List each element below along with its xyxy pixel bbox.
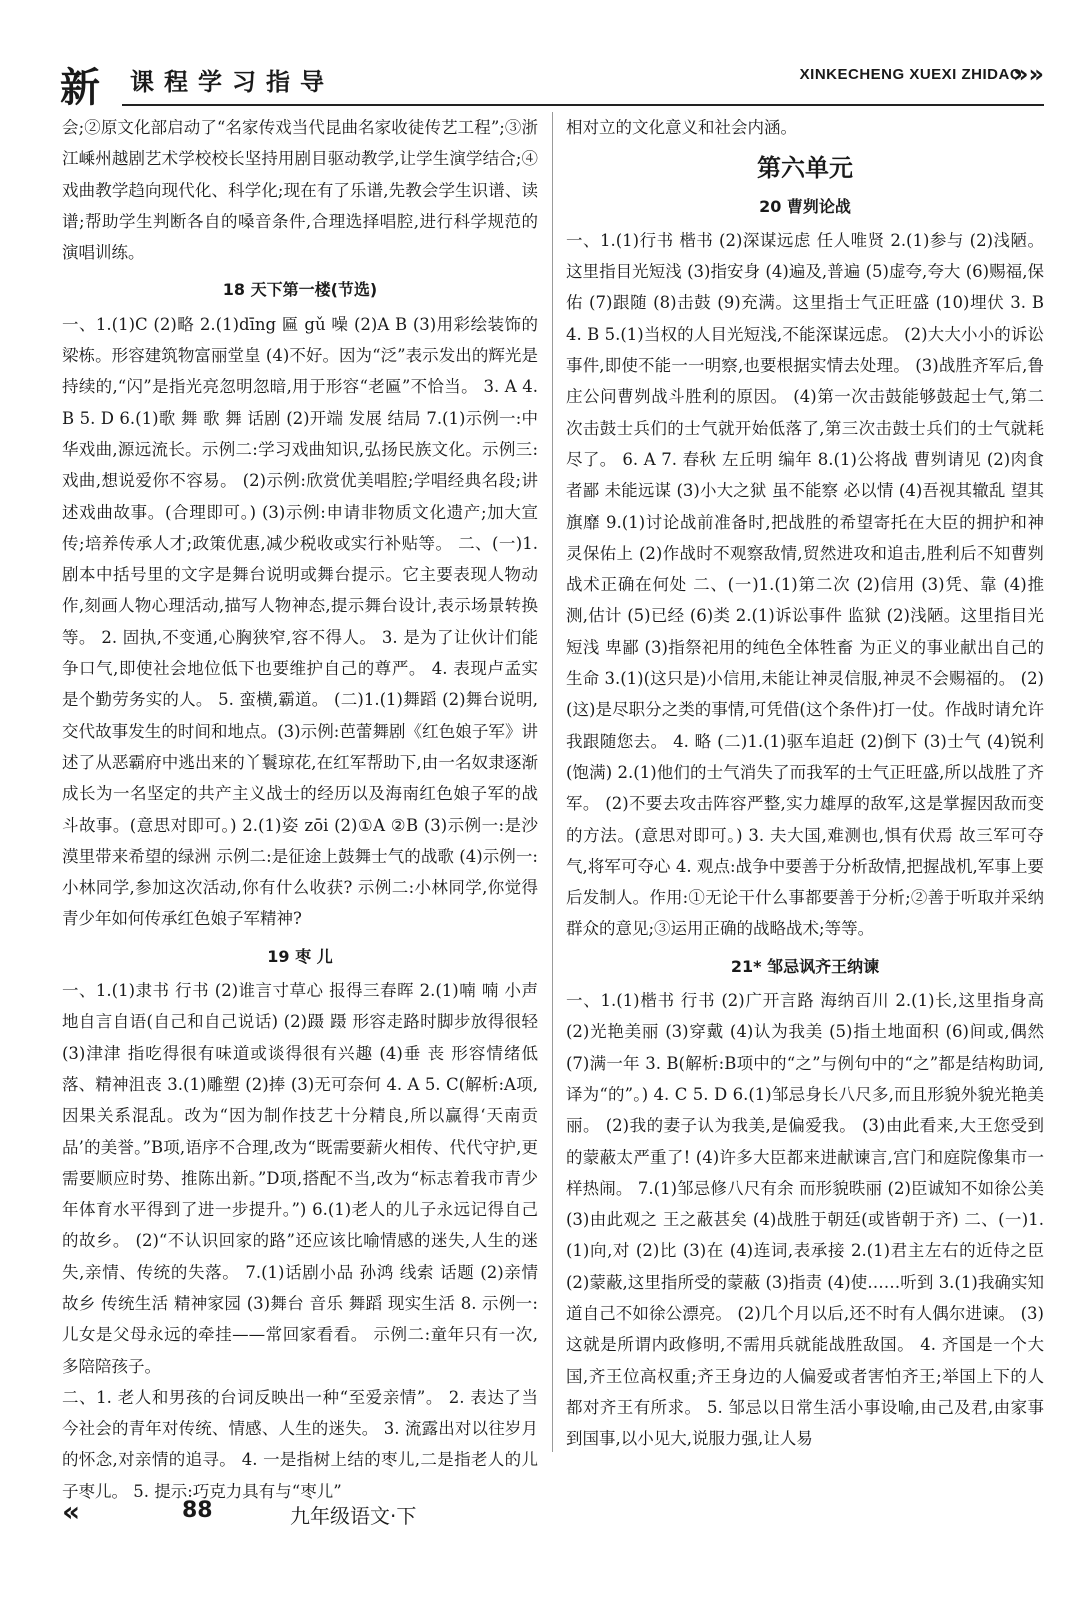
- page-header: [52, 42, 1044, 111]
- book-grade: 九年级语文·下: [290, 1504, 417, 1528]
- answer-paragraph: 一、1.(1)楷书 行书 (2)广开言路 海纳百川 2.(1)长,这里指身高 (2)光艳美丽 (3)穿戴 (4)认为我美 (5)指土地面积 (6)间或,偶然 (7)满一年 3. B(解析:B项中的“之”与例句中的“之”都是结构助词,译为“的”。) 4. C 5. D 6.(1)邹忌身长八尺多,而且形貌外貌光艳美丽。 (2)我的妻子认为我美,是偏爱我。 (3)由此看来,大王您受到的蒙蔽太严重了! (4)许多大臣都来进献谏言,宫门和庭院像集市一样热闹。 7.(1)邹忌修八尺有余 而形貌昳丽 (2)臣诚知不如徐公美 (3)由此观之 王之蔽甚矣 (4)战胜于朝廷(或皆朝于齐) 二、(一)1.(1)向,对 (2)比 (3)在 (4)连词,表承接 2.(1)君主左右的近侍之臣 (2)蒙蔽,这里指所受的蒙蔽 (3)指责 (4)使……听到 3.(1)我确实知道自己不如徐公漂亮。 (2)几个月以后,还不时有人偶尔进谏。 (3)这就是所谓内政修明,不需用兵就能战胜敌国。 4. 齐国是一个大国,齐王位高权重;齐王身边的人偏爱或者害怕齐王;举国上下的人都对齐王有所求。 5. 邹忌以日常生活小事设喻,由己及君,由家事到国事,以小见大,说服力强,让人易: [566, 991, 1044, 1449]
- page-number: 88: [182, 1498, 213, 1523]
- lesson-title: 18 天下第一楼(节选): [222, 280, 378, 300]
- answer-paragraph: 一、1.(1)行书 楷书 (2)深谋远虑 任人唯贤 2.(1)参与 (2)浅陋。这里指目光短浅 (3)指安身 (4)遍及,普遍 (5)虚夸,夸大 (6)赐福,保佑 (7)跟随 (8)击鼓 (9)充满。这里指士气正旺盛 (10)埋伏 3. B 4. B 5.(1)当权的人目光短浅,不能深谋远虑。 (2)大大小小的诉讼事件,即使不能一一明察,也要根据实情去处理。 (3)战胜齐军后,鲁庄公问曹刿战斗胜利的原因。 (4)第一次击鼓能够鼓起士气,第二次击鼓士兵们的士气就开始低落了,第三次击鼓士兵们的士气就耗尽了。 6. A 7. 春秋 左丘明 编年 8.(1)公将战 曹刿请见 (2)肉食者鄙 未能远谋 (3)小大之狱 虽不能察 必以情 (4)吾视其辙乱 望其旗靡 9.(1)讨论战前准备时,把战胜的希望寄托在大臣的拥护和神灵保佑上 (2)作战时不观察敌情,贸然进攻和追击,胜利后不知曹刿战术正确在何处 二、(一)1.(1)第二次 (2)信用 (3)凭、靠 (4)推测,估计 (5)已经 (6)类 2.(1)诉讼事件 监狱 (2)浅陋。这里指目光短浅 卑鄙 (3)指祭祀用的纯色全体牲畜 为正义的事业献出自己的生命 3.(1)(这只是)小信用,未能让神灵信服,神灵不会赐福的。 (2)(这)是尽职分之类的事情,可凭借(这个条件)打一仗。作战时请允许我跟随您去。 4. 略 (二)1.(1)驱车追赶 (2)倒下 (3)士气 (4)锐利(饱满) 2.(1)他们的士气消失了而我军的士气正旺盛,所以战胜了齐军。 (2)不要去攻击阵容严整,实力雄厚的敌军,这是掌握因敌而变的方法。(意思对即可。) 3. 夫大国,难测也,惧有伏焉 故三军可夺气,将军可夺心 4. 观点:战争中要善于分析敌情,把握战机,军事上要后发制人。作用:①无论干什么事都要善于分析;②善于听取并采纳群众的意见;③运用正确的战略战术;等等。: [566, 230, 1044, 939]
- lesson-title: 21* 邹忌讽齐王纳谏: [730, 956, 880, 976]
- series-pinyin: XINKECHENG XUEXI ZHIDAO: [799, 66, 1022, 83]
- logo-xin: 新: [60, 64, 98, 111]
- column-divider: [552, 112, 553, 1452]
- chevrons-left-icon: «: [62, 1495, 81, 1528]
- lesson-title: 19 枣 儿: [267, 946, 333, 966]
- left-column: [62, 112, 538, 1507]
- answer-paragraph: 一、1.(1)隶书 行书 (2)谁言寸草心 报得三春晖 2.(1)喃 喃 小声地自言自语(自己和自己说话) (2)蹑 蹑 形容走路时脚步放得很轻 (3)津津 指吃得很有味道或谈得很有兴趣 (4)垂 丧 形容情绪低落、精神沮丧 3.(1)雕塑 (2)捧 (3)无可奈何 4. A 5. C(解析:A项,因果关系混乱。改为“因为制作技艺十分精良,所以赢得‘天南贡品’的美誉。”B项,语序不合理,改为“既需要薪火相传、代代守护,更需要顺应时势、推陈出新。”D项,搭配不当,改为“标志着我市青少年体育水平得到了进一步提升。”) 6.(1)老人的儿子永远记得自己的故乡。 (2)“不认识回家的路”还应该比喻情感的迷失,人生的迷失,亲情、传统的失落。 7.(1)话剧小品 孙鸿 线索 话题 (2)亲情 故乡 传统生活 精神家园 (3)舞台 音乐 舞蹈 现实生活 8. 示例一:儿女是父母永远的牵挂——常回家看看。 示例二:童年只有一次,多陪陪孩子。: [62, 981, 538, 1376]
- answer-paragraph: 会;②原文化部启动了“名家传戏当代昆曲名家收徒传艺工程”;③浙江嵊州越剧艺术学校校长坚持用剧目驱动教学,让学生演学结合;④戏曲教学趋向现代化、科学化;现在有了乐谱,先教会学生识谱、读谱;帮助学生判断各自的嗓音条件,合理选择唱腔,进行科学规范的演唱训练。: [62, 118, 538, 263]
- answer-paragraph: 相对立的文化意义和社会内涵。: [566, 118, 797, 137]
- header-rule: [122, 104, 1044, 106]
- answer-paragraph: 二、1. 老人和男孩的台词反映出一种“至爱亲情”。 2. 表达了当今社会的青年对传统、情感、人生的迷失。 3. 流露出对以往岁月的怀念,对亲情的追寻。 4. 一是指树上结的枣儿,二是指老人的儿子枣儿。 5. 提示:巧克力具有与“枣儿”: [62, 1387, 538, 1501]
- lesson-title: 20 曹刿论战: [759, 196, 851, 216]
- unit-heading: 第六单元: [757, 154, 853, 183]
- answer-paragraph: 一、1.(1)C (2)略 2.(1)dīng 匾 gǔ 噪 (2)A B (3)用彩绘装饰的梁栋。形容建筑物富丽堂皇 (4)不好。因为“泛”表示发出的辉光是持续的,“闪”是指光亮忽明忽暗,用于形容“老匾”不恰当。 3. A 4. B 5. D 6.(1)歌 舞 歌 舞 话剧 (2)开端 发展 结局 7.(1)示例一:中华戏曲,源远流长。示例二:学习戏曲知识,弘扬民族文化。示例三:戏曲,想说爱你不容易。 (2)示例:欣赏优美唱腔;学唱经典名段;讲述戏曲故事。(合理即可。) (3)示例:申请非物质文化遗产;加大宣传;培养传承人才;政策优惠,减少税收或实行补贴等。 二、(一)1. 剧本中括号里的文字是舞台说明或舞台提示。它主要表现人物动作,刻画人物心理活动,描写人物神态,提示舞台设计,表示场景转换等。 2. 固执,不变通,心胸狭窄,容不得人。 3. 是为了让伙计们能争口气,即使社会地位低下也要维护自己的尊严。 4. 表现卢孟实是个勤劳务实的人。 5. 蛮横,霸道。 (二)1.(1)舞蹈 (2)舞台说明,交代故事发生的时间和地点。(3)示例:芭蕾舞剧《红色娘子军》讲述了从恶霸府中逃出来的丫鬟琼花,在红军帮助下,由一名奴隶逐渐成长为一名坚定的共产主义战士的经历以及海南红色娘子军的战斗故事。(意思对即可。) 2.(1)姿 zōi (2)①A ②B (3)示例一:是沙漠里带来希望的绿洲 示例二:是征途上鼓舞士气的战歌 (4)示例一:小林同学,参加这次活动,你有什么收获? 示例二:小林同学,你觉得青少年如何传承红色娘子军精神?: [62, 314, 538, 929]
- right-column: [566, 112, 1044, 1454]
- series-title: 课程学习指导: [130, 68, 334, 96]
- page-footer: [62, 1495, 562, 1535]
- chevrons-right-icon: »»: [1012, 60, 1044, 88]
